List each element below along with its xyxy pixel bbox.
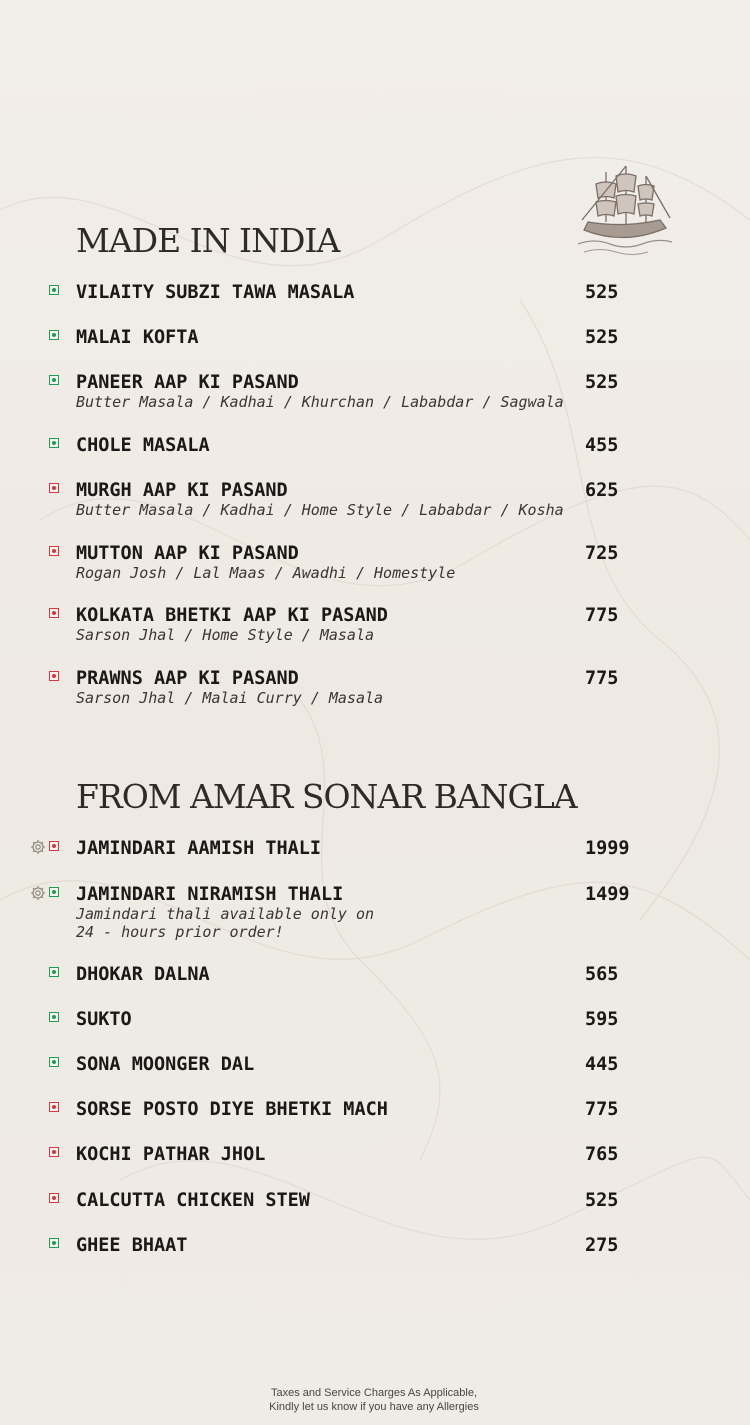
item-name: CHOLE MASALA — [76, 435, 210, 456]
veg-indicator-icon — [49, 438, 59, 448]
item-price: 1499 — [585, 884, 630, 905]
item-name: SORSE POSTO DIYE BHETKI MACH — [76, 1099, 388, 1120]
item-price: 775 — [585, 605, 619, 626]
item-price: 625 — [585, 480, 619, 501]
footer-note — [0, 1386, 750, 1414]
footer-taxes-line: Taxes and Service Charges As Applicable, — [270, 1387, 478, 1399]
item-name: JAMINDARI NIRAMISH THALI — [76, 884, 344, 905]
item-price: 775 — [585, 1099, 619, 1120]
item-description: Jamindari thali available only on 24 - hours prior order! — [76, 905, 375, 941]
veg-indicator-icon — [49, 1057, 59, 1067]
item-name: KOLKATA BHETKI AAP KI PASAND — [76, 605, 388, 626]
nonveg-indicator-icon — [49, 841, 59, 851]
veg-indicator-icon — [49, 285, 59, 295]
item-price: 525 — [585, 282, 619, 303]
veg-indicator-icon — [49, 1012, 59, 1022]
sailing-ship-icon — [574, 162, 674, 262]
item-price: 765 — [585, 1144, 619, 1165]
item-name: MURGH AAP KI PASAND — [76, 480, 288, 501]
item-price: 595 — [585, 1009, 619, 1030]
item-description: Butter Masala / Kadhai / Khurchan / Lababdar / Sagwala — [76, 393, 564, 411]
veg-indicator-icon — [49, 1238, 59, 1248]
nonveg-indicator-icon — [49, 1193, 59, 1203]
nonveg-indicator-icon — [49, 671, 59, 681]
item-name: GHEE BHAAT — [76, 1235, 188, 1256]
footer-allergies-line: Kindly let us know if you have any Allergies — [269, 1401, 479, 1413]
item-description: Sarson Jhal / Home Style / Masala — [76, 626, 375, 644]
item-name: MALAI KOFTA — [76, 327, 199, 348]
item-description: Butter Masala / Kadhai / Home Style / Lababdar / Kosha — [76, 501, 564, 519]
item-price: 275 — [585, 1235, 619, 1256]
chef-special-icon — [30, 885, 46, 901]
item-name: CALCUTTA CHICKEN STEW — [76, 1190, 310, 1211]
item-description: Rogan Josh / Lal Maas / Awadhi / Homestyle — [76, 564, 456, 582]
veg-indicator-icon — [49, 375, 59, 385]
item-price: 525 — [585, 1190, 619, 1211]
item-name: PRAWNS AAP KI PASAND — [76, 668, 299, 689]
veg-indicator-icon — [49, 887, 59, 897]
item-price: 525 — [585, 372, 619, 393]
item-name: SONA MOONGER DAL — [76, 1054, 255, 1075]
veg-indicator-icon — [49, 967, 59, 977]
item-price: 525 — [585, 327, 619, 348]
nonveg-indicator-icon — [49, 483, 59, 493]
item-name: KOCHI PATHAR JHOL — [76, 1144, 266, 1165]
item-name: SUKTO — [76, 1009, 132, 1030]
item-price: 445 — [585, 1054, 619, 1075]
item-name: DHOKAR DALNA — [76, 964, 210, 985]
item-name: VILAITY SUBZI TAWA MASALA — [76, 282, 355, 303]
nonveg-indicator-icon — [49, 546, 59, 556]
item-name: MUTTON AAP KI PASAND — [76, 543, 299, 564]
item-description: Sarson Jhal / Malai Curry / Masala — [76, 689, 384, 707]
chef-special-icon — [30, 839, 46, 855]
item-price: 725 — [585, 543, 619, 564]
veg-indicator-icon — [49, 330, 59, 340]
nonveg-indicator-icon — [49, 1147, 59, 1157]
item-price: 1999 — [585, 838, 630, 859]
item-name: JAMINDARI AAMISH THALI — [76, 838, 322, 859]
item-price: 455 — [585, 435, 619, 456]
section-title-made-in-india: MADE IN INDIA — [76, 221, 340, 260]
item-name: PANEER AAP KI PASAND — [76, 372, 299, 393]
nonveg-indicator-icon — [49, 608, 59, 618]
item-price: 775 — [585, 668, 619, 689]
section-title-from-amar-sonar-bangla: FROM AMAR SONAR BANGLA — [76, 777, 577, 816]
nonveg-indicator-icon — [49, 1102, 59, 1112]
item-price: 565 — [585, 964, 619, 985]
